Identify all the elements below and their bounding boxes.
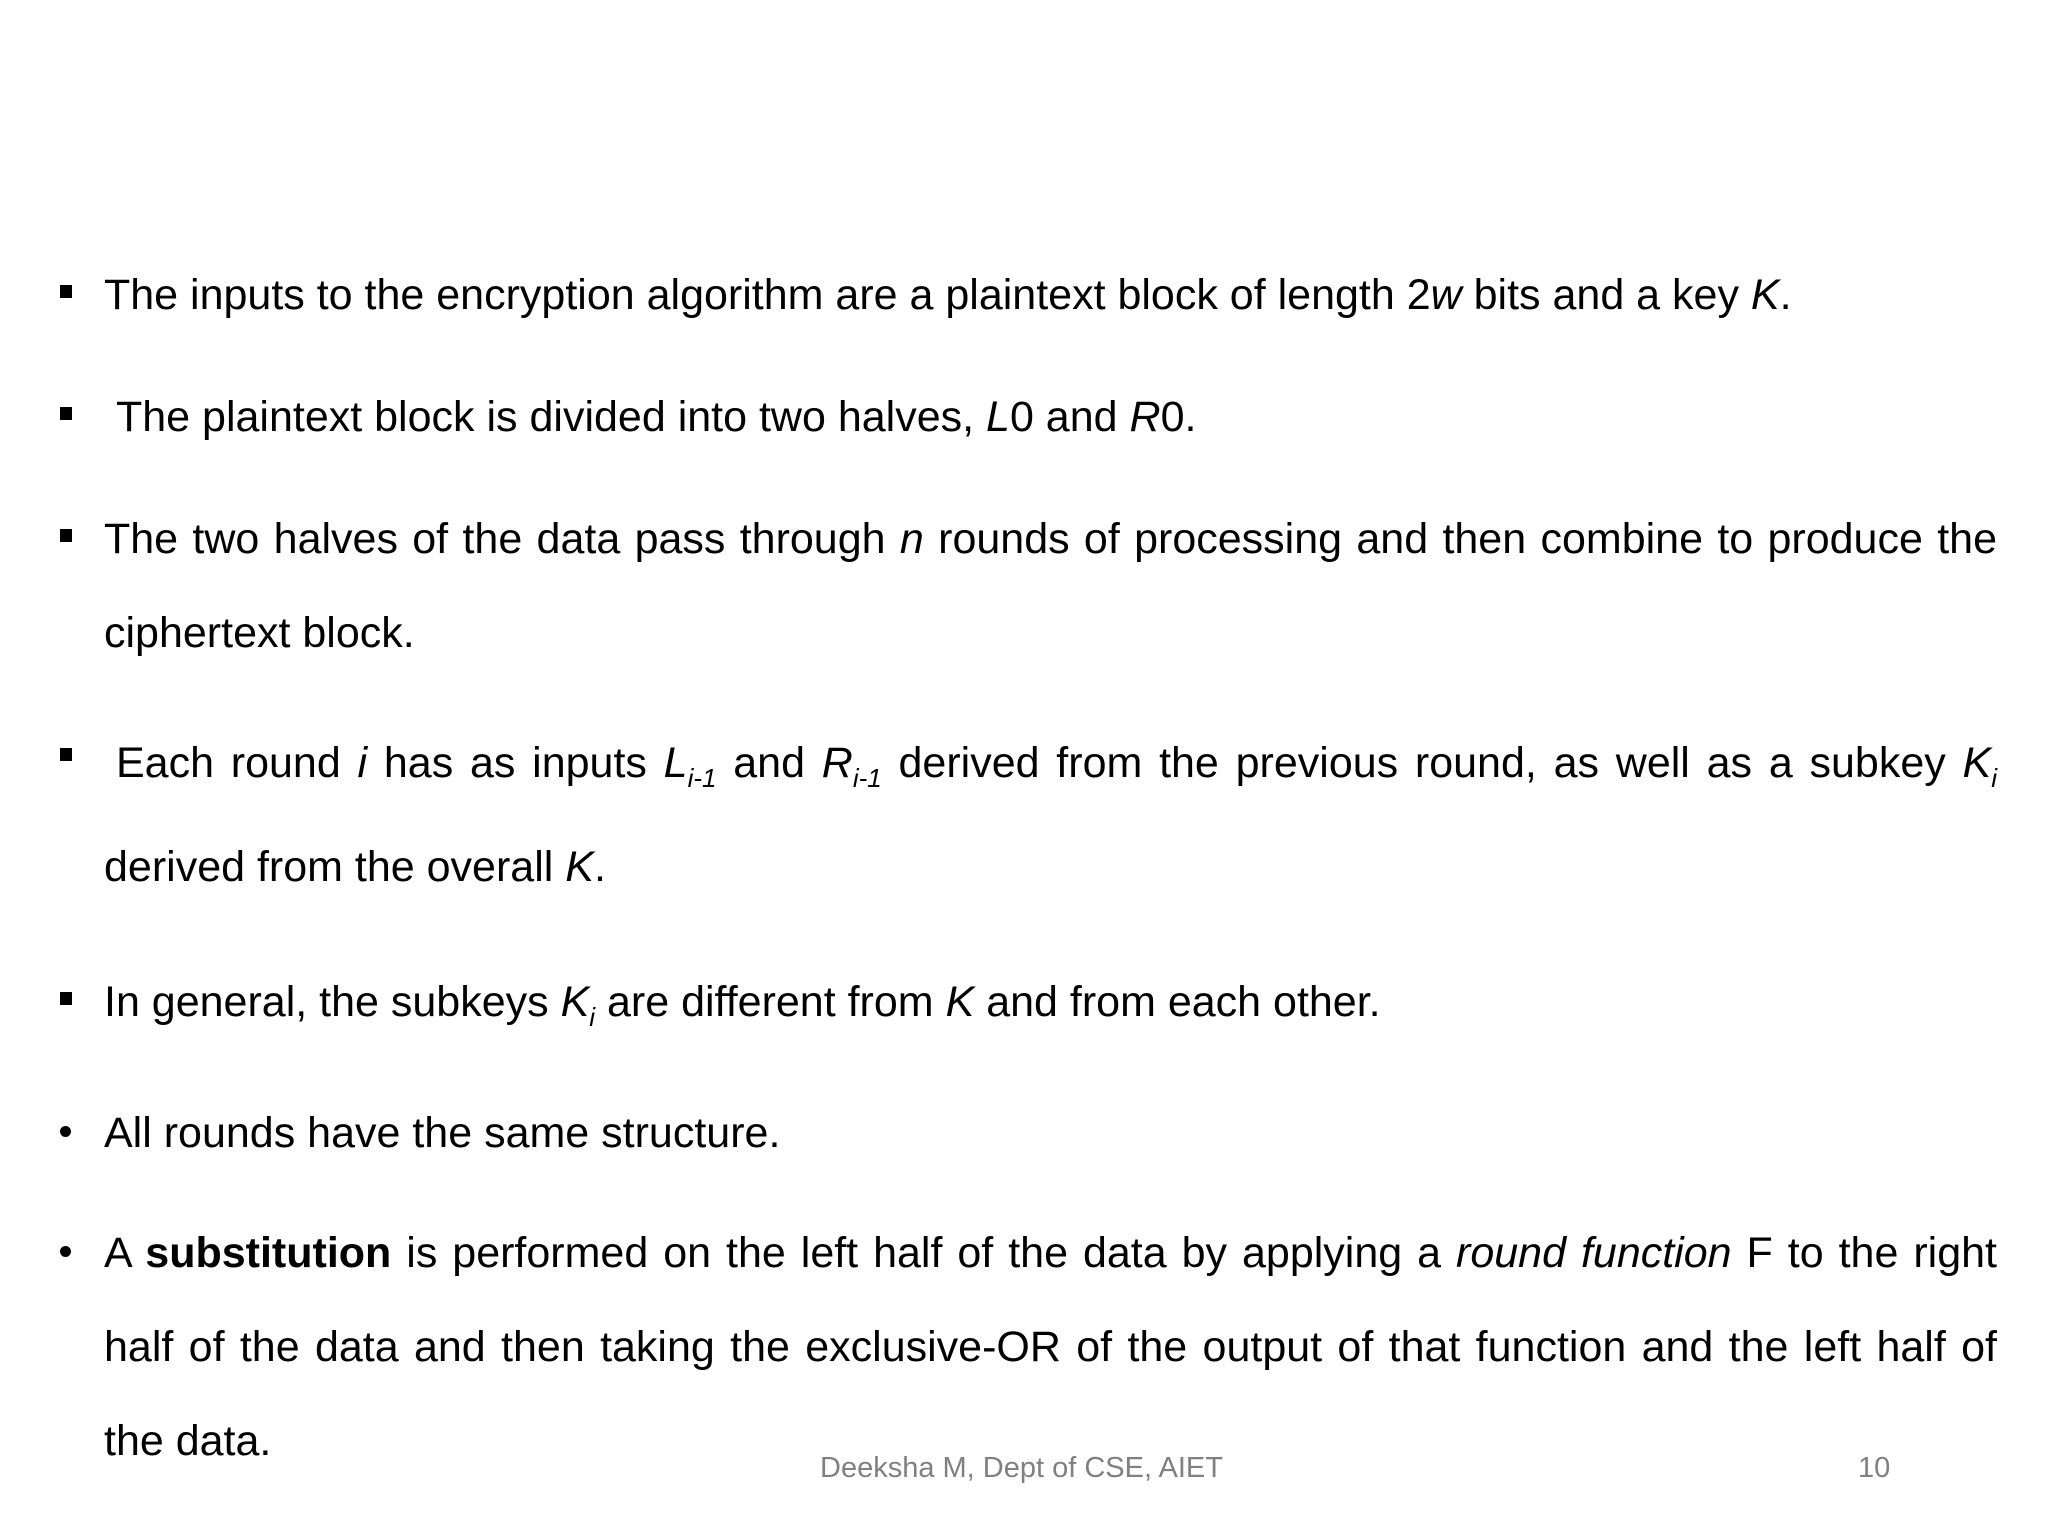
bullet-item-round-inputs — [104, 711, 1997, 919]
bullet-text: derived from the overall — [104, 843, 566, 891]
bullet-item-structure — [104, 1086, 1997, 1180]
subscript-l: i-1 — [687, 763, 717, 793]
variable-w: w — [1430, 271, 1462, 319]
bullet-text: The two halves of the data pass through — [104, 515, 900, 563]
bullet-text: A — [104, 1229, 146, 1277]
bullet-text: has as inputs — [367, 739, 664, 787]
bullet-text: . — [1779, 271, 1792, 319]
variable-l: L — [663, 739, 688, 787]
bullet-item-halves — [104, 370, 1997, 464]
variable-r0: R — [1129, 393, 1161, 441]
bold-term-substitution: substitution — [145, 1229, 392, 1277]
footer-page-number: 10 — [1858, 1452, 1891, 1484]
square-bullet-icon — [54, 711, 74, 815]
bullet-text: . — [593, 843, 606, 891]
variable-k-overall: K — [565, 843, 594, 891]
bullet-text: The inputs to the encryption algorithm are a plaintext block of length 2 — [104, 271, 1431, 319]
bullet-text: is performed on the left half of the data by applying a — [391, 1229, 1457, 1277]
variable-k: K — [1750, 271, 1780, 319]
bullet-text: bits and a key — [1461, 271, 1751, 319]
round-bullet-icon — [54, 1206, 74, 1300]
variable-k: K — [1962, 739, 1992, 787]
bullet-text: All rounds have the same structure. — [104, 1109, 781, 1157]
bullet-item-subkeys — [104, 955, 1997, 1049]
square-bullet-icon — [54, 955, 74, 1049]
variable-k: K — [560, 978, 590, 1026]
bullet-text: rounds of processing and then combine to produce the ciphertext block. — [104, 515, 1997, 657]
variable-k: K — [945, 978, 975, 1026]
bullet-item-rounds — [104, 492, 1997, 680]
variable-n: n — [899, 515, 924, 563]
bullet-text: In general, the subkeys — [104, 978, 561, 1026]
bullet-item-substitution — [104, 1206, 1997, 1488]
bullet-text: and from each other. — [974, 978, 1381, 1026]
square-bullet-icon — [54, 370, 74, 464]
round-bullet-icon — [54, 1086, 74, 1180]
bullet-text: are different from — [595, 978, 946, 1026]
bullet-text: 0 and — [1009, 393, 1130, 441]
variable-l0: L — [986, 393, 1010, 441]
italic-term-round-function: round function — [1456, 1229, 1732, 1277]
bullet-text: 0. — [1160, 393, 1197, 441]
footer-author: Deeksha M, Dept of CSE, AIET — [820, 1452, 1223, 1484]
subscript-k: i — [589, 1002, 596, 1032]
square-bullet-icon — [54, 248, 74, 342]
bullet-text: The plaintext block is divided into two halves, — [116, 393, 987, 441]
bullet-item-inputs — [104, 248, 1997, 342]
bullet-text: Each round — [116, 739, 358, 787]
bullet-text: derived from the previous round, as well as a subkey — [881, 739, 1963, 787]
variable-i: i — [357, 739, 368, 787]
bullet-text: and — [716, 739, 822, 787]
square-bullet-icon — [54, 492, 74, 586]
subscript-k: i — [1991, 763, 1997, 793]
subscript-r: i-1 — [852, 763, 882, 793]
bullet-text: F to the right half of the data and then taking the exclusive-OR of the output of that function and the left half of the data. — [104, 1229, 1997, 1465]
variable-r: R — [821, 739, 853, 787]
